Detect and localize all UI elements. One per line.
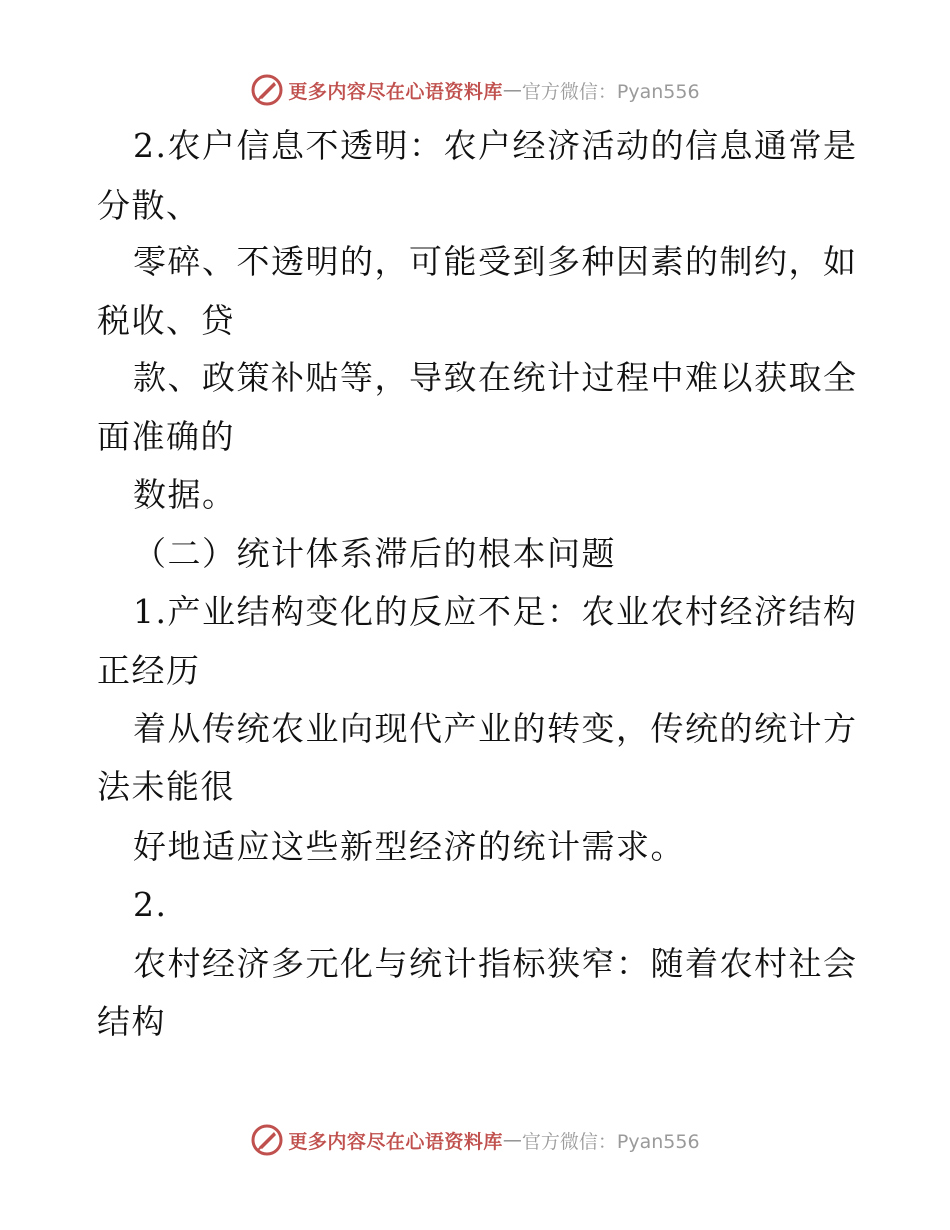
text-line: 着从传统农业向现代产业的转变，传统的统计方 bbox=[133, 709, 858, 748]
section-heading: （二）统计体系滞后的根本问题 bbox=[133, 534, 616, 573]
text-line: 面准确的 bbox=[97, 417, 235, 456]
text-line: 税收、贷 bbox=[97, 301, 235, 340]
text-line: 结构 bbox=[97, 1002, 166, 1041]
text-line: 2. bbox=[133, 885, 168, 924]
banner-dash: — bbox=[502, 1129, 522, 1151]
quill-logo-icon bbox=[250, 1123, 284, 1157]
text-line: 1.产业结构变化的反应不足：农业农村经济结构 bbox=[133, 592, 858, 631]
text-line: 法未能很 bbox=[97, 767, 235, 806]
text-line: 数据。 bbox=[133, 475, 237, 514]
quill-logo-icon bbox=[250, 73, 284, 107]
text-line: 款、政策补贴等，导致在统计过程中难以获取全 bbox=[133, 358, 858, 397]
text-line: 农村经济多元化与统计指标狭窄：随着农村社会 bbox=[133, 944, 858, 983]
wechat-contact: 官方微信：Pyan556 bbox=[521, 1130, 700, 1153]
promo-text: 更多内容尽在心语资料库 bbox=[288, 80, 503, 103]
wechat-contact: 官方微信：Pyan556 bbox=[521, 80, 700, 103]
banner-dash: — bbox=[502, 79, 522, 101]
header-watermark bbox=[0, 70, 950, 110]
footer-watermark bbox=[0, 1120, 950, 1160]
text-line: 分散、 bbox=[97, 186, 201, 225]
promo-text: 更多内容尽在心语资料库 bbox=[288, 1130, 503, 1153]
text-line: 正经历 bbox=[97, 651, 201, 690]
text-line: 零碎、不透明的，可能受到多种因素的制约，如 bbox=[133, 242, 858, 281]
text-line: 好地适应这些新型经济的统计需求。 bbox=[133, 827, 685, 866]
text-line: 2.农户信息不透明：农户经济活动的信息通常是 bbox=[133, 126, 858, 165]
